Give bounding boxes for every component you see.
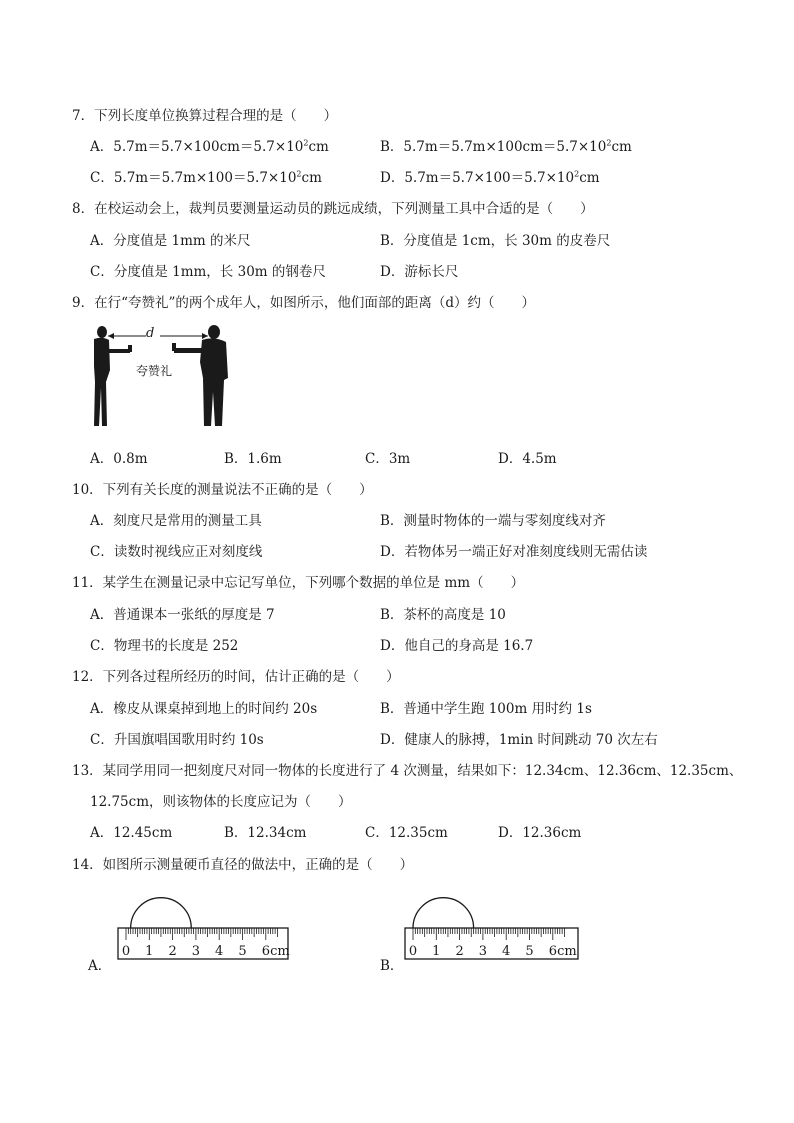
q10-stem: 10．下列有关长度的测量说法不正确的是（ ） (72, 482, 373, 498)
q10-option-d[interactable]: D．若物体另一端正好对准刻度线则无需估读 (380, 544, 648, 560)
q8-stem: 8．在校运动会上，裁判员要测量运动员的跳远成绩，下列测量工具中合适的是（ ） (72, 201, 594, 217)
ruler-b-coin (413, 898, 474, 928)
q14-option-b-label[interactable]: B． (380, 958, 404, 974)
ruler-b-label-3: 3 (478, 944, 488, 959)
ruler-a-label-4: 4 (215, 944, 224, 959)
ruler-a-label-1: 1 (145, 944, 154, 959)
ruler-a-label-3: 3 (191, 944, 201, 959)
q10-option-c[interactable]: C．读数时视线应正对刻度线 (90, 544, 263, 560)
q14-stem: 14．如图所示测量硬币直径的做法中，正确的是（ ） (72, 857, 414, 873)
right-person-silhouette (172, 325, 228, 426)
q13-option-d[interactable]: D．12.36cm (498, 825, 582, 841)
ruler-b-label-4: 4 (502, 944, 511, 959)
q13-option-a[interactable]: A．12.45cm (90, 825, 173, 841)
q7-option-b[interactable] (380, 135, 632, 155)
q11-stem: 11．某学生在测量记录中忘记写单位，下列哪个数据的单位是 mm（ ） (72, 575, 525, 591)
q11-option-d[interactable]: D．他自己的身高是 16.7 (380, 638, 534, 654)
q8-option-b[interactable]: B．分度值是 1cm，长 30m 的皮卷尺 (380, 233, 611, 249)
q7-c-text: C．5.7m＝5.7m×100＝5.7×10 (90, 170, 297, 186)
q7-b-unit: cm (611, 139, 632, 155)
q12-option-b[interactable]: B．普通中学生跑 100m 用时约 1s (380, 701, 592, 717)
q9-option-c[interactable]: C．3m (365, 451, 411, 467)
q8-option-d[interactable]: D．游标长尺 (380, 264, 459, 280)
q7-a-text: A．5.7m＝5.7×100cm＝5.7×10 (90, 139, 304, 155)
q11-option-b[interactable]: B．茶杯的高度是 10 (380, 607, 506, 623)
ruler-a-label-0: 0 (121, 944, 131, 959)
q12-stem: 12．下列各过程所经历的时间，估计正确的是（ ） (72, 669, 400, 685)
q12-option-c[interactable]: C．升国旗唱国歌用时约 10s (90, 732, 264, 748)
q13-option-b[interactable]: B．12.34cm (224, 825, 307, 841)
q7-a-sup: 2 (303, 138, 309, 148)
ruler-a-label-5: 5 (238, 944, 247, 959)
q7-c-sup: 2 (296, 169, 302, 179)
q7-stem: 7．下列长度单位换算过程合理的是（ ） (72, 108, 338, 124)
q12-option-a[interactable]: A．橡皮从课桌掉到地上的时间约 20s (90, 701, 318, 717)
q14-option-a-label[interactable]: A． (88, 958, 112, 974)
ruler-b-label-6: 6cm (548, 944, 577, 959)
q12-option-d[interactable]: D．健康人的脉搏，1min 时间跳动 70 次左右 (380, 732, 658, 748)
q9-option-a[interactable]: A．0.8m (90, 451, 148, 467)
ruler-a-coin (131, 898, 192, 928)
ruler-b-label-2: 2 (455, 944, 464, 959)
q7-a-unit: cm (308, 139, 329, 155)
coin-ruler-figure-b (404, 884, 584, 964)
gesture-caption: 夸赞礼 (136, 364, 173, 378)
q9-stem: 9．在行“夸赞礼”的两个成年人，如图所示，他们面部的距离（d）约（ ） (72, 295, 536, 311)
q10-option-a[interactable]: A．刻度尺是常用的测量工具 (90, 513, 262, 529)
q13-stem-line2: 12.75cm，则该物体的长度应记为（ ） (90, 794, 352, 810)
q14-figure-b[interactable] (404, 884, 584, 964)
q7-option-c[interactable] (90, 166, 322, 186)
q7-option-d[interactable] (380, 166, 600, 186)
q14-figure-a[interactable] (117, 884, 292, 964)
q7-option-a[interactable] (90, 135, 329, 155)
q9-figure (88, 322, 238, 432)
arrowhead-left (108, 333, 114, 339)
q9-option-d[interactable]: D．4.5m (498, 451, 557, 467)
ruler-b-label-5: 5 (525, 944, 534, 959)
q8-option-a[interactable]: A．分度值是 1mm 的米尺 (90, 233, 251, 249)
q7-c-unit: cm (301, 170, 322, 186)
q8-option-c[interactable]: C．分度值是 1mm，长 30m 的钢卷尺 (90, 264, 326, 280)
ruler-a-label-2: 2 (168, 944, 177, 959)
q9-option-b[interactable]: B．1.6m (224, 451, 282, 467)
q11-option-c[interactable]: C．物理书的长度是 252 (90, 638, 239, 654)
ruler-a-label-6: 6cm (261, 944, 290, 959)
q11-option-a[interactable]: A．普通课本一张纸的厚度是 7 (90, 607, 275, 623)
q7-b-sup: 2 (606, 138, 612, 148)
ruler-b-label-1: 1 (432, 944, 441, 959)
q13-option-c[interactable]: C．12.35cm (365, 825, 448, 841)
q7-b-text: B．5.7m＝5.7m×100cm＝5.7×10 (380, 139, 607, 155)
left-person-silhouette (94, 326, 132, 426)
coin-ruler-figure-a (117, 884, 292, 964)
distance-d-label: d (146, 326, 155, 341)
q7-d-text: D．5.7m＝5.7×100＝5.7×10 (380, 170, 575, 186)
q7-d-unit: cm (579, 170, 600, 186)
ruler-b-label-0: 0 (408, 944, 418, 959)
q13-stem-line1: 13．某同学用同一把刻度尺对同一物体的长度进行了 4 次测量，结果如下：12.34cm、12.36cm、12.35cm、 (72, 763, 743, 779)
q10-option-b[interactable]: B．测量时物体的一端与零刻度线对齐 (380, 513, 606, 529)
q7-d-sup: 2 (574, 169, 580, 179)
arrowhead-right (202, 333, 208, 339)
